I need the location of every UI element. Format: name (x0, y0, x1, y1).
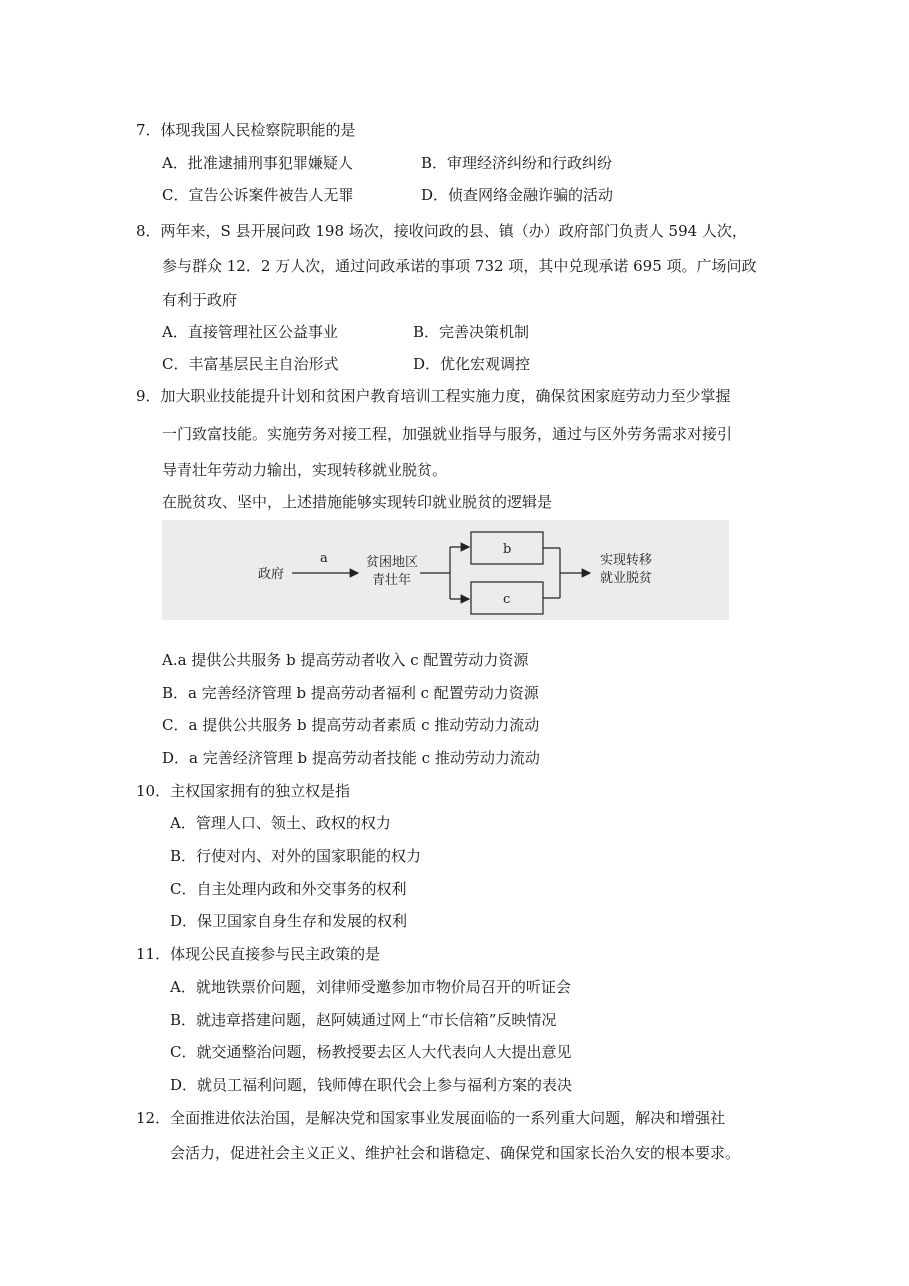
diagram-box-b-label: b (503, 542, 512, 557)
q9-option-b: B．a 完善经济管理 b 提高劳动者福利 c 配置劳动力资源 (162, 684, 539, 702)
q12-stem-line1: 12．全面推进依法治国，是解决党和国家事业发展面临的一系列重大问题，解决和增强社 (136, 1109, 726, 1127)
q10-stem: 10．主权国家拥有的独立权是指 (136, 782, 351, 800)
q9-stem-line1: 9．加大职业技能提升计划和贫困户教育培训工程实施力度，确保贫困家庭劳动力至少掌握 (136, 387, 731, 405)
diagram-arrow-label: a (320, 551, 328, 566)
q8-option-c: C．丰富基层民主自治形式 (162, 355, 339, 373)
q11-option-d: D．就员工福利问题，钱师傅在职代会上参与福利方案的表决 (170, 1076, 573, 1094)
q8-stem-line2: 参与群众 12．2 万人次，通过问政承诺的事项 732 项，其中兑现承诺 695 项。广场问政 (162, 257, 757, 275)
q11-option-c: C．就交通整治问题，杨教授要去区人大代表向人大提出意见 (170, 1043, 572, 1061)
diagram-box-c-label: c (503, 592, 511, 607)
diagram-source-label: 政府 (258, 567, 285, 582)
q7-option-c: C．宣告公诉案件被告人无罪 (162, 186, 354, 204)
diagram-result-line2: 就业脱贫 (600, 571, 653, 586)
q10-option-c: C．自主处理内政和外交事务的权利 (170, 880, 407, 898)
diagram-target-line2: 青壮年 (372, 573, 412, 588)
q7-option-b: B．审理经济纠纷和行政纠纷 (421, 154, 613, 172)
q9-flow-svg (162, 520, 729, 620)
q9-stem-line3: 导青壮年劳动力输出，实现转移就业脱贫。 (162, 461, 448, 479)
q7-option-d: D．侦查网络金融诈骗的活动 (421, 186, 614, 204)
q10-option-d: D．保卫国家自身生存和发展的权利 (170, 912, 408, 930)
q8-stem-line3: 有利于政府 (162, 291, 238, 309)
q9-stem-line2: 一门致富技能。实施劳务对接工程，加强就业指导与服务，通过与区外劳务需求对接引 (162, 425, 733, 443)
q8-option-b: B．完善决策机制 (413, 323, 530, 341)
q9-option-d: D．a 完善经济管理 b 提高劳动者技能 c 推动劳动力流动 (162, 749, 540, 767)
q11-option-b: B．就违章搭建问题，赵阿姨通过网上“市长信箱”反映情况 (170, 1011, 557, 1029)
diagram-target-line1: 贫困地区 (366, 555, 419, 570)
q9-flow-diagram (162, 520, 729, 620)
q9-option-c: C．a 提供公共服务 b 提高劳动者素质 c 推动劳动力流动 (162, 716, 540, 734)
q11-option-a: A．就地铁票价问题，刘律师受邀参加市物价局召开的听证会 (170, 978, 571, 996)
q10-option-b: B．行使对内、对外的国家职能的权力 (170, 847, 422, 865)
diagram-result-line1: 实现转移 (600, 553, 653, 568)
q12-stem-line2: 会活力，促进社会主义正义、维护社会和谐稳定、确保党和国家长治久安的根本要求。 (170, 1144, 741, 1162)
q11-stem: 11．体现公民直接参与民主政策的是 (136, 945, 381, 963)
q8-stem-line1: 8．两年来，S 县开展问政 198 场次，接收问政的县、镇（办）政府部门负责人 594 人次， (136, 222, 747, 240)
q9-stem-line4: 在脱贫攻、坚中，上述措施能够实现转印就业脱贫的逻辑是 (162, 493, 553, 511)
q8-option-a: A．直接管理社区公益事业 (162, 323, 338, 341)
q8-option-d: D．优化宏观调控 (413, 355, 531, 373)
q10-option-a: A．管理人口、领土、政权的权力 (170, 814, 391, 832)
q7-stem: 7．体现我国人民检察院职能的是 (136, 121, 356, 139)
q7-option-a: A．批准逮捕刑事犯罪嫌疑人 (162, 154, 353, 172)
q9-option-a: A.a 提供公共服务 b 提高劳动者收入 c 配置劳动力资源 (162, 651, 529, 669)
